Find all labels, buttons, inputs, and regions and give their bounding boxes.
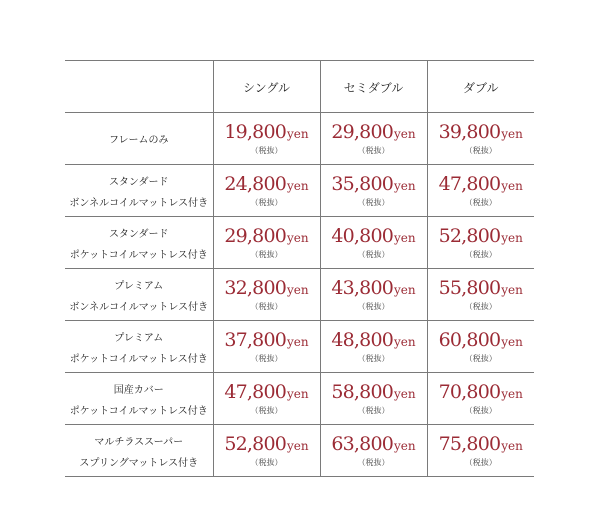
price-value: 39,800 [438,121,501,143]
row-label: マルチラススーパー スプリングマットレス付き [79,436,199,469]
price-unit: yen [394,179,416,193]
price-line [428,225,535,249]
tax-note: （税抜） [250,354,283,363]
price-value: 55,800 [438,277,501,299]
price-unit: yen [501,387,523,401]
tax-note: （税抜） [464,250,497,259]
price-value: 70,800 [438,381,501,403]
price-line [428,381,535,405]
price-cell-semi-double [320,425,427,477]
price-table [65,60,534,477]
price-cell-double [427,373,534,425]
row-label: プレミアム ボンネルコイルマットレス付き [69,280,209,313]
tax-note: （税抜） [357,406,390,415]
row-label-cell [65,321,213,373]
price-line [214,225,320,249]
price-cell-semi-double [320,269,427,321]
tax-note: （税抜） [250,302,283,311]
price-value: 47,800 [224,381,287,403]
row-label-cell [65,425,213,477]
price-line [428,277,535,301]
price-value: 63,800 [331,433,394,455]
tax-note: （税抜） [464,198,497,207]
price-unit: yen [394,127,416,141]
tax-note: （税抜） [250,458,283,467]
price-value: 32,800 [224,277,287,299]
row-label-cell [65,269,213,321]
table-row [65,373,534,425]
price-line [428,433,535,457]
price-value: 43,800 [331,277,394,299]
price-unit: yen [287,335,309,349]
tax-note: （税抜） [357,146,390,155]
tax-note: （税抜） [464,458,497,467]
price-cell-single [213,321,320,373]
price-unit: yen [287,387,309,401]
price-cell-semi-double [320,373,427,425]
table-row [65,269,534,321]
price-value: 75,800 [438,433,501,455]
price-line [214,121,320,145]
row-label-cell [65,165,213,217]
price-value: 52,800 [438,225,501,247]
price-cell-single [213,373,320,425]
price-value: 19,800 [224,121,287,143]
price-line [214,277,320,301]
header-single: シングル [213,61,320,113]
price-unit: yen [501,127,523,141]
price-unit: yen [501,231,523,245]
price-line [321,433,427,457]
header-double: ダブル [427,61,534,113]
tax-note: （税抜） [357,250,390,259]
price-line [428,121,535,145]
price-line [214,329,320,353]
price-line [428,173,535,197]
tax-note: （税抜） [250,146,283,155]
tax-note: （税抜） [464,146,497,155]
tax-note: （税抜） [464,406,497,415]
header-corner [65,61,213,113]
price-cell-double [427,217,534,269]
tax-note: （税抜） [357,302,390,311]
row-label: スタンダード ポケットコイルマットレス付き [69,228,208,261]
header-row [65,61,534,113]
price-unit: yen [287,231,309,245]
price-cell-single [213,113,320,165]
price-cell-double [427,165,534,217]
table-row [65,217,534,269]
table-row [65,321,534,373]
row-label: 国産カバー ポケットコイルマットレス付き [69,384,208,417]
tax-note: （税抜） [357,458,390,467]
price-value: 37,800 [224,329,287,351]
price-value: 48,800 [331,329,394,351]
price-value: 60,800 [438,329,501,351]
price-unit: yen [501,283,523,297]
price-line [214,173,320,197]
price-value: 47,800 [438,173,501,195]
tax-note: （税抜） [250,406,283,415]
price-unit: yen [394,231,416,245]
row-label: フレームのみ [108,135,169,146]
table-row [65,113,534,165]
price-unit: yen [394,283,416,297]
row-label: プレミアム ポケットコイルマットレス付き [69,332,208,365]
price-value: 24,800 [224,173,287,195]
price-unit: yen [501,335,523,349]
price-unit: yen [287,179,309,193]
tax-note: （税抜） [250,250,283,259]
price-unit: yen [287,127,309,141]
price-line [214,381,320,405]
price-unit: yen [501,439,523,453]
price-line [321,121,427,145]
tax-note: （税抜） [357,354,390,363]
row-label-cell [65,217,213,269]
table-row [65,165,534,217]
table-row [65,425,534,477]
tax-note: （税抜） [250,198,283,207]
tax-note: （税抜） [464,354,497,363]
price-cell-double [427,425,534,477]
price-cell-single [213,165,320,217]
price-cell-semi-double [320,217,427,269]
price-cell-semi-double [320,321,427,373]
price-cell-double [427,269,534,321]
price-line [321,277,427,301]
price-line [321,381,427,405]
price-unit: yen [287,283,309,297]
price-value: 29,800 [331,121,394,143]
price-cell-semi-double [320,165,427,217]
price-value: 35,800 [331,173,394,195]
row-label: スタンダード ボンネルコイルマットレス付き [69,176,209,209]
price-unit: yen [287,439,309,453]
price-unit: yen [501,179,523,193]
price-value: 29,800 [224,225,287,247]
row-label-cell [65,113,213,165]
price-value: 52,800 [224,433,287,455]
row-label-cell [65,373,213,425]
price-value: 58,800 [331,381,394,403]
price-cell-single [213,425,320,477]
price-cell-single [213,217,320,269]
tax-note: （税抜） [464,302,497,311]
price-line [428,329,535,353]
price-value: 40,800 [331,225,394,247]
price-line [321,329,427,353]
price-unit: yen [394,387,416,401]
header-semi-double: セミダブル [320,61,427,113]
price-cell-semi-double [320,113,427,165]
price-line [321,173,427,197]
price-cell-double [427,113,534,165]
price-line [214,433,320,457]
tax-note: （税抜） [357,198,390,207]
price-unit: yen [394,335,416,349]
price-cell-single [213,269,320,321]
price-line [321,225,427,249]
price-cell-double [427,321,534,373]
price-unit: yen [394,439,416,453]
